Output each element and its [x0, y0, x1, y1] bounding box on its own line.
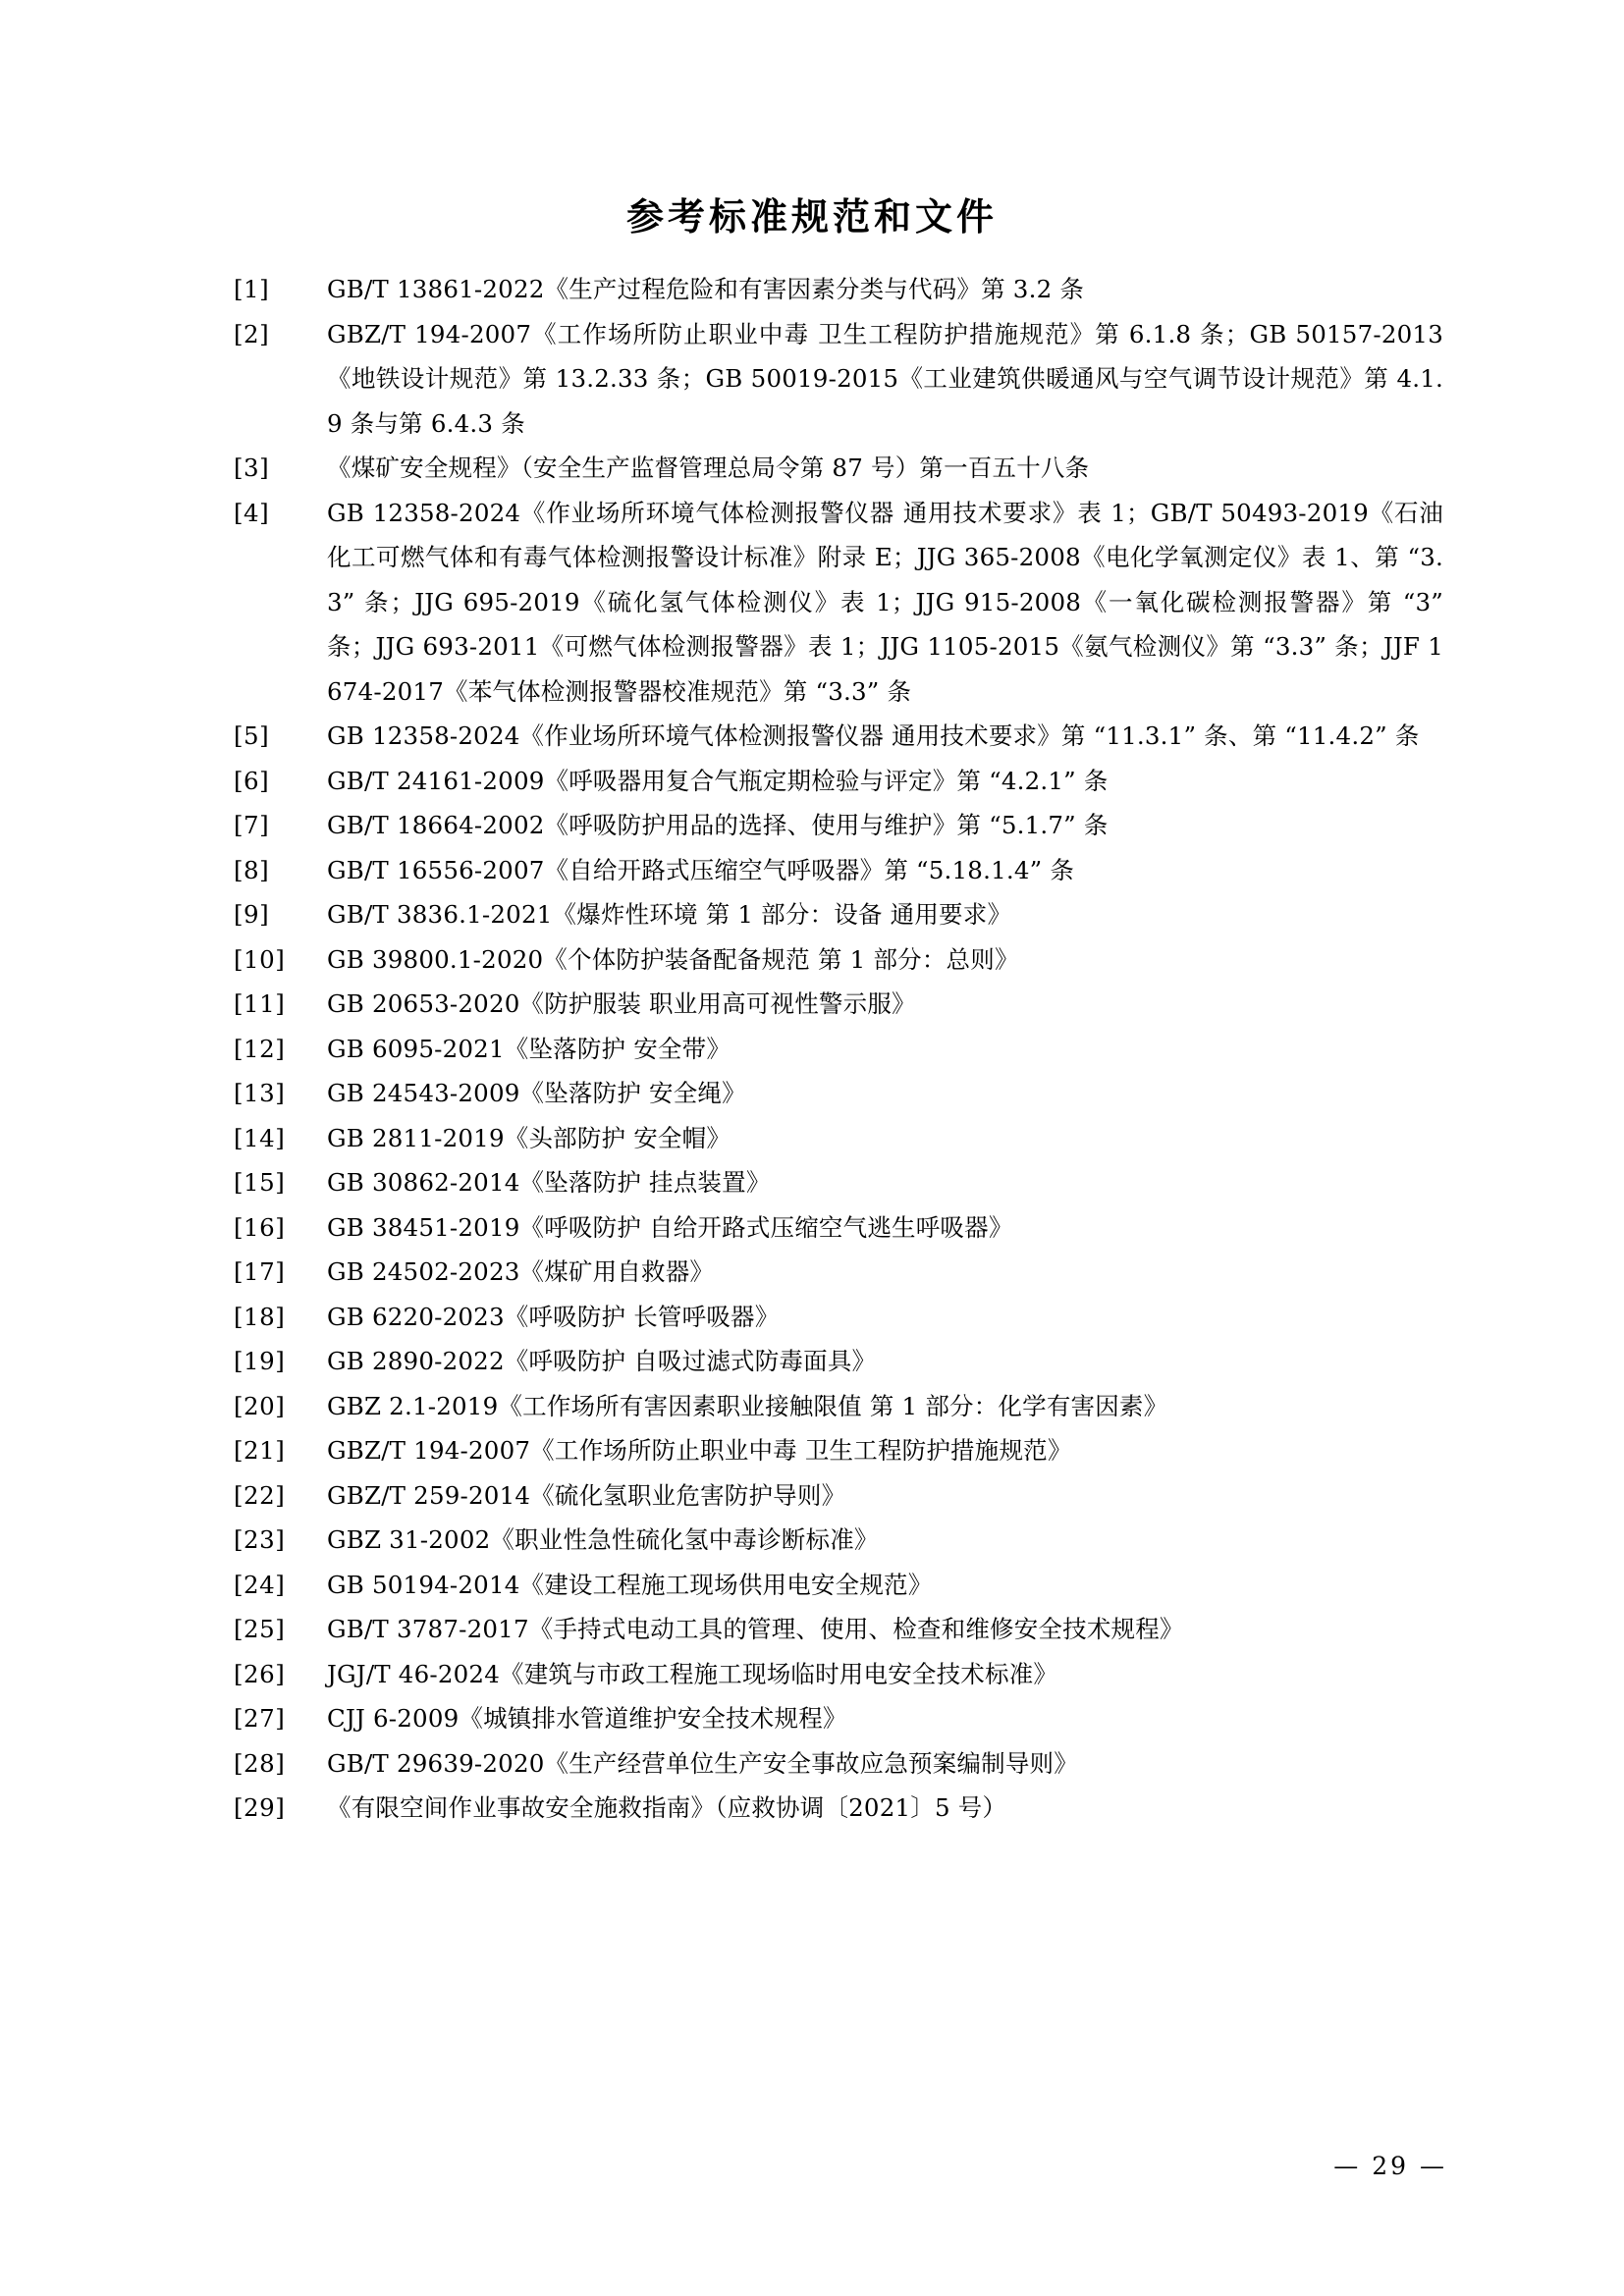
reference-text: GB 50194-2014《建设工程施工现场供用电安全规范》 [327, 1570, 933, 1599]
reference-entry [234, 759, 1443, 804]
reference-text: GB/T 29639-2020《生产经营单位生产安全事故应急预案编制导则》 [327, 1748, 1078, 1778]
reference-index: [28] [234, 1748, 286, 1778]
reference-entry [234, 1473, 1443, 1519]
reference-index: [10] [234, 944, 286, 974]
reference-index: [22] [234, 1480, 286, 1510]
reference-entry [234, 1384, 1443, 1429]
reference-index: [2] [234, 319, 270, 348]
reference-index: [23] [234, 1525, 286, 1554]
reference-text: GB 24502-2023《煤矿用自救器》 [327, 1257, 715, 1286]
reference-index: [19] [234, 1347, 286, 1375]
reference-entry [234, 1563, 1443, 1608]
reference-index: [3] [234, 454, 270, 482]
reference-entry [234, 1428, 1443, 1473]
reference-text: GB/T 16556-2007《自给开路式压缩空气呼吸器》第 “5.18.1.4” 条 [327, 855, 1075, 884]
reference-index: [18] [234, 1302, 286, 1331]
reference-index: [26] [234, 1659, 286, 1688]
reference-text: GB 6095-2021《坠落防护 安全带》 [327, 1034, 731, 1063]
reference-entry [234, 491, 1443, 715]
reference-entry [234, 982, 1443, 1027]
reference-entry [234, 1652, 1443, 1697]
reference-entry [234, 1205, 1443, 1251]
reference-list [234, 267, 1443, 1831]
reference-index: [9] [234, 900, 270, 929]
reference-index: [24] [234, 1570, 286, 1599]
reference-index: [20] [234, 1391, 286, 1420]
reference-entry [234, 1607, 1443, 1652]
reference-index: [6] [234, 766, 270, 795]
reference-text: GBZ 2.1-2019《工作场所有害因素职业接触限值 第 1 部分：化学有害因素》 [327, 1391, 1168, 1420]
reference-text: GBZ/T 194-2007《工作场所防止职业中毒 卫生工程防护措施规范》第 6.1.8 条；GB 50157-2013《地铁设计规范》第 13.2.33 条；GB 50019-2015《工业建筑供暖通风与空气调节设计规范》第 4.1.9 条与第 6.4.3 条 [327, 319, 1443, 438]
reference-text: GB 20653-2020《防护服装 职业用高可视性警示服》 [327, 989, 916, 1018]
reference-text: GB 2811-2019《头部防护 安全帽》 [327, 1123, 731, 1152]
reference-index: [27] [234, 1704, 286, 1733]
reference-text: GB 2890-2022《呼吸防护 自吸过滤式防毒面具》 [327, 1347, 877, 1375]
reference-entry [234, 1518, 1443, 1563]
reference-index: [4] [234, 498, 270, 527]
reference-entry [234, 1339, 1443, 1384]
reference-text: GBZ/T 259-2014《硫化氢职业危害防护导则》 [327, 1480, 846, 1510]
reference-entry [234, 937, 1443, 983]
reference-text: 《有限空间作业事故安全施救指南》（应救协调〔2021〕5 号） [327, 1793, 1007, 1822]
reference-entry [234, 1741, 1443, 1787]
reference-entry [234, 267, 1443, 312]
reference-index: [29] [234, 1793, 286, 1822]
reference-entry [234, 803, 1443, 848]
reference-entry [234, 1071, 1443, 1116]
reference-index: [21] [234, 1436, 286, 1465]
reference-index: [25] [234, 1615, 286, 1643]
reference-index: [17] [234, 1257, 286, 1286]
reference-entry [234, 848, 1443, 893]
page-number: — 29 — [1333, 2152, 1447, 2180]
page-title: 参考标准规范和文件 [625, 194, 998, 240]
reference-text: GBZ/T 194-2007《工作场所防止职业中毒 卫生工程防护措施规范》 [327, 1436, 1072, 1465]
reference-index: [16] [234, 1212, 286, 1242]
reference-text: GB 6220-2023《呼吸防护 长管呼吸器》 [327, 1302, 780, 1331]
reference-index: [7] [234, 811, 270, 839]
reference-text: CJJ 6-2009《城镇排水管道维护安全技术规程》 [327, 1704, 847, 1733]
reference-entry [234, 1160, 1443, 1205]
reference-index: [11] [234, 989, 286, 1018]
reference-entry [234, 1786, 1443, 1831]
reference-text: GB 24543-2009《坠落防护 安全绳》 [327, 1079, 746, 1107]
reference-entry [234, 1696, 1443, 1741]
reference-text: JGJ/T 46-2024《建筑与市政工程施工现场临时用电安全技术标准》 [327, 1659, 1058, 1688]
reference-index: [12] [234, 1034, 286, 1063]
reference-index: [1] [234, 275, 270, 303]
reference-entry [234, 312, 1443, 447]
reference-text: GB/T 3836.1-2021《爆炸性环境 第 1 部分：设备 通用要求》 [327, 900, 1012, 929]
reference-text: GB/T 3787-2017《手持式电动工具的管理、使用、检查和维修安全技术规程》 [327, 1615, 1184, 1643]
reference-text: GB 39800.1-2020《个体防护装备配备规范 第 1 部分：总则》 [327, 944, 1019, 974]
reference-text: GB 30862-2014《坠落防护 挂点装置》 [327, 1168, 771, 1197]
reference-entry [234, 1295, 1443, 1340]
reference-text: GB/T 13861-2022《生产过程危险和有害因素分类与代码》第 3.2 条 [327, 275, 1085, 303]
reference-text: 《煤矿安全规程》（安全生产监督管理总局令第 87 号）第一百五十八条 [327, 454, 1090, 482]
reference-entry [234, 892, 1443, 937]
reference-text: GBZ 31-2002《职业性急性硫化氢中毒诊断标准》 [327, 1525, 879, 1554]
reference-text: GB 12358-2024《作业场所环境气体检测报警仪器 通用技术要求》第 “11.3.1” 条、第 “11.4.2” 条 [327, 721, 1420, 750]
reference-index: [5] [234, 721, 270, 750]
reference-index: [15] [234, 1168, 286, 1197]
reference-text: GB/T 24161-2009《呼吸器用复合气瓶定期检验与评定》第 “4.2.1” 条 [327, 766, 1109, 795]
reference-text: GB 38451-2019《呼吸防护 自给开路式压缩空气逃生呼吸器》 [327, 1212, 1013, 1242]
reference-entry [234, 1027, 1443, 1072]
reference-entry [234, 714, 1443, 759]
reference-entry [234, 1116, 1443, 1161]
reference-index: [14] [234, 1123, 286, 1152]
reference-index: [13] [234, 1079, 286, 1107]
reference-text: GB/T 18664-2002《呼吸防护用品的选择、使用与维护》第 “5.1.7” 条 [327, 811, 1109, 839]
reference-index: [8] [234, 855, 270, 884]
reference-text: GB 12358-2024《作业场所环境气体检测报警仪器 通用技术要求》表 1；GB/T 50493-2019《石油化工可燃气体和有毒气体检测报警设计标准》附录 E；JJG 365-2008《电化学氧测定仪》表 1、第 “3.3” 条；JJG 695-2019《硫化氢气体检测仪》表 1；JJG 915-2008《一氧化碳检测报警器》第 “3” 条；JJG 693-2011《可燃气体检测报警器》表 1；JJG 1105-2015《氨气检测仪》第 “3.3” 条；JJF 1674-2017《苯气体检测报警器校准规范》第 “3.3” 条 [327, 498, 1443, 706]
reference-entry [234, 446, 1443, 491]
reference-entry [234, 1250, 1443, 1295]
